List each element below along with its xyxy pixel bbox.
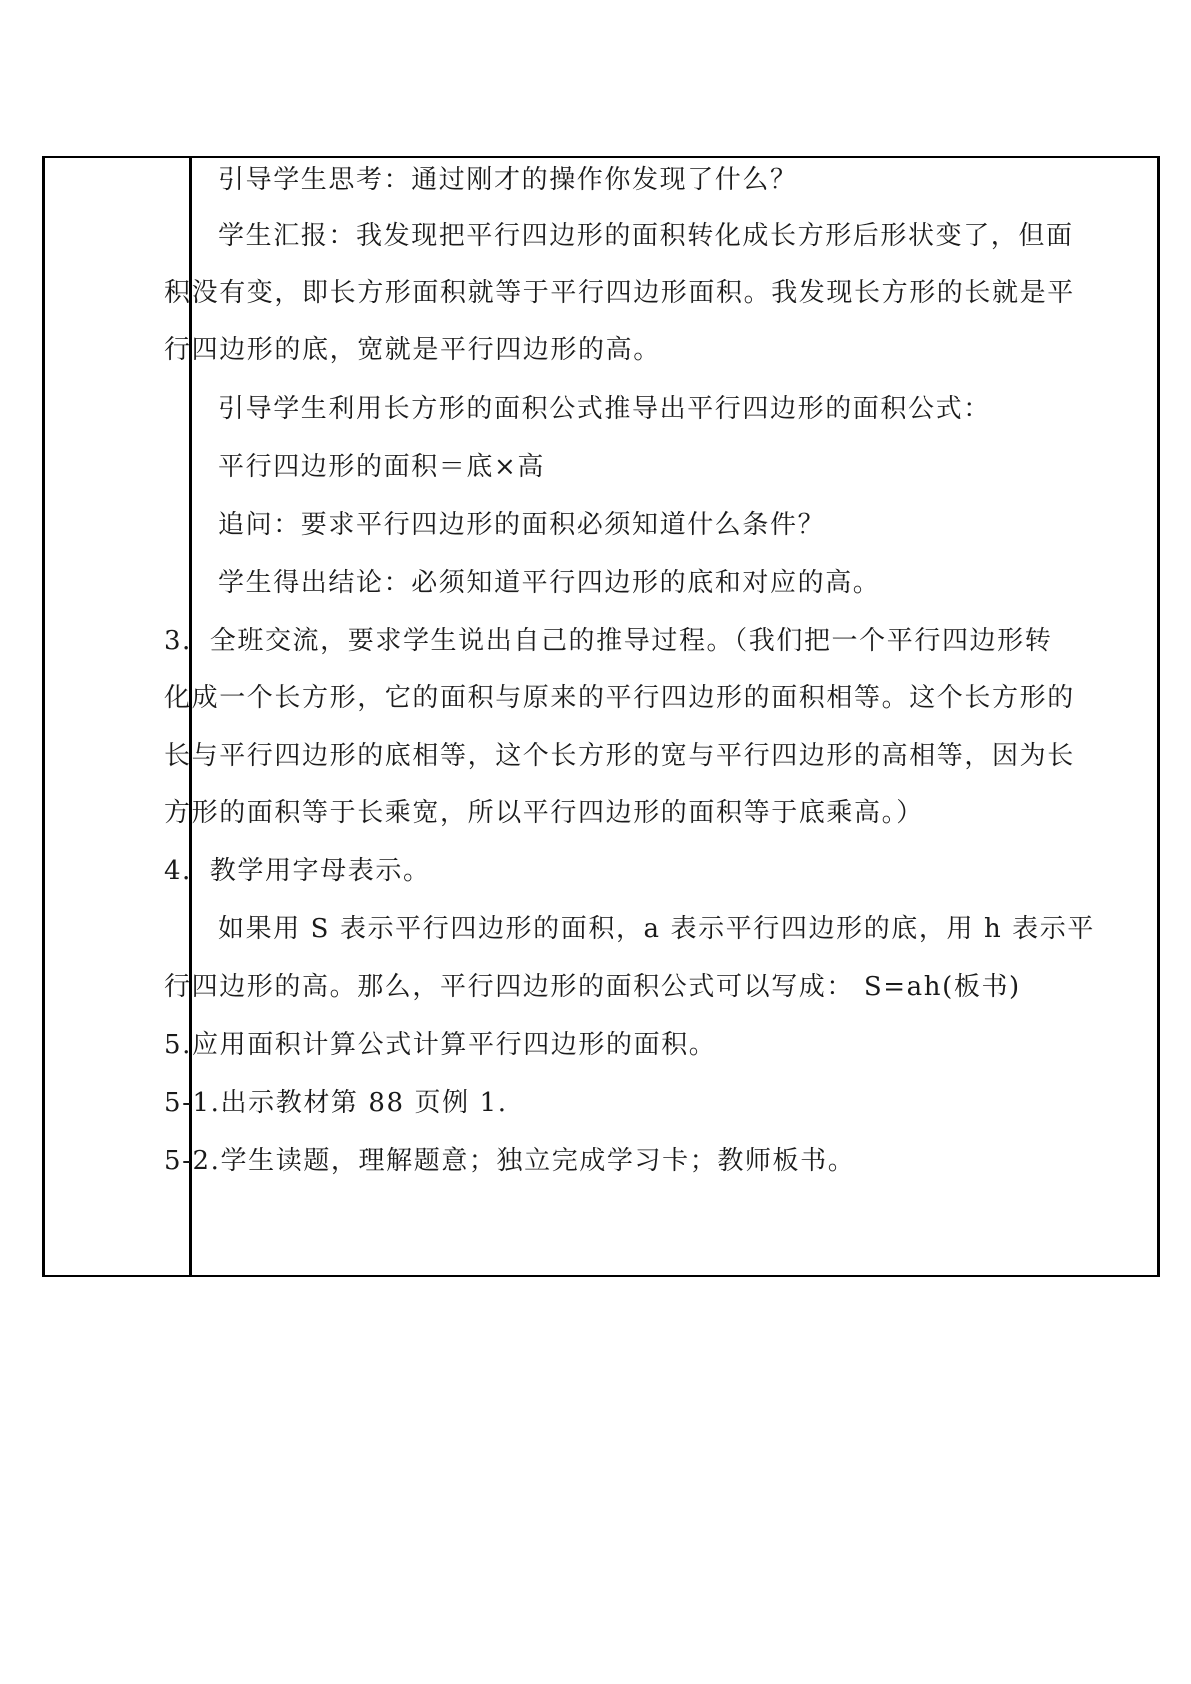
paragraph-line: 学生得出结论：必须知道平行四边形的底和对应的高。 — [218, 568, 881, 598]
paragraph-line: 5-1.出示教材第 88 页例 1. — [164, 1088, 508, 1118]
paragraph-line: 5.应用面积计算公式计算平行四边形的面积。 — [164, 1030, 717, 1060]
paragraph-line: 3．全班交流，要求学生说出自己的推导过程。（我们把一个平行四边形转 — [164, 626, 1053, 656]
paragraph-line: 学生汇报：我发现把平行四边形的面积转化成长方形后形状变了，但面 — [218, 221, 1074, 251]
paragraph-line: 5-2.学生读题，理解题意；独立完成学习卡；教师板书。 — [164, 1146, 856, 1176]
paragraph-line: 追问：要求平行四边形的面积必须知道什么条件？ — [218, 510, 826, 540]
paragraph-line: 行四边形的高。那么，平行四边形的面积公式可以写成： S=ah(板书) — [164, 972, 1021, 1002]
paragraph-line: 积没有变，即长方形面积就等于平行四边形面积。我发现长方形的长就是平 — [164, 278, 1075, 308]
paragraph-line: 引导学生思考：通过刚才的操作你发现了什么？ — [218, 165, 798, 195]
paragraph-line: 长与平行四边形的底相等，这个长方形的宽与平行四边形的高相等，因为长 — [164, 741, 1075, 771]
paragraph-line: 4．教学用字母表示。 — [164, 856, 431, 886]
paragraph-line: 如果用 S 表示平行四边形的面积，a 表示平行四边形的底，用 h 表示平 — [218, 914, 1095, 944]
paragraph-line: 化成一个长方形，它的面积与原来的平行四边形的面积相等。这个长方形的 — [164, 683, 1075, 713]
paragraph-line: 行四边形的底，宽就是平行四边形的高。 — [164, 335, 661, 365]
formula-line: 平行四边形的面积＝底×高 — [218, 452, 545, 482]
paragraph-line: 引导学生利用长方形的面积公式推导出平行四边形的面积公式： — [218, 394, 991, 424]
paragraph-line: 方形的面积等于长乘宽，所以平行四边形的面积等于底乘高。） — [164, 798, 924, 828]
